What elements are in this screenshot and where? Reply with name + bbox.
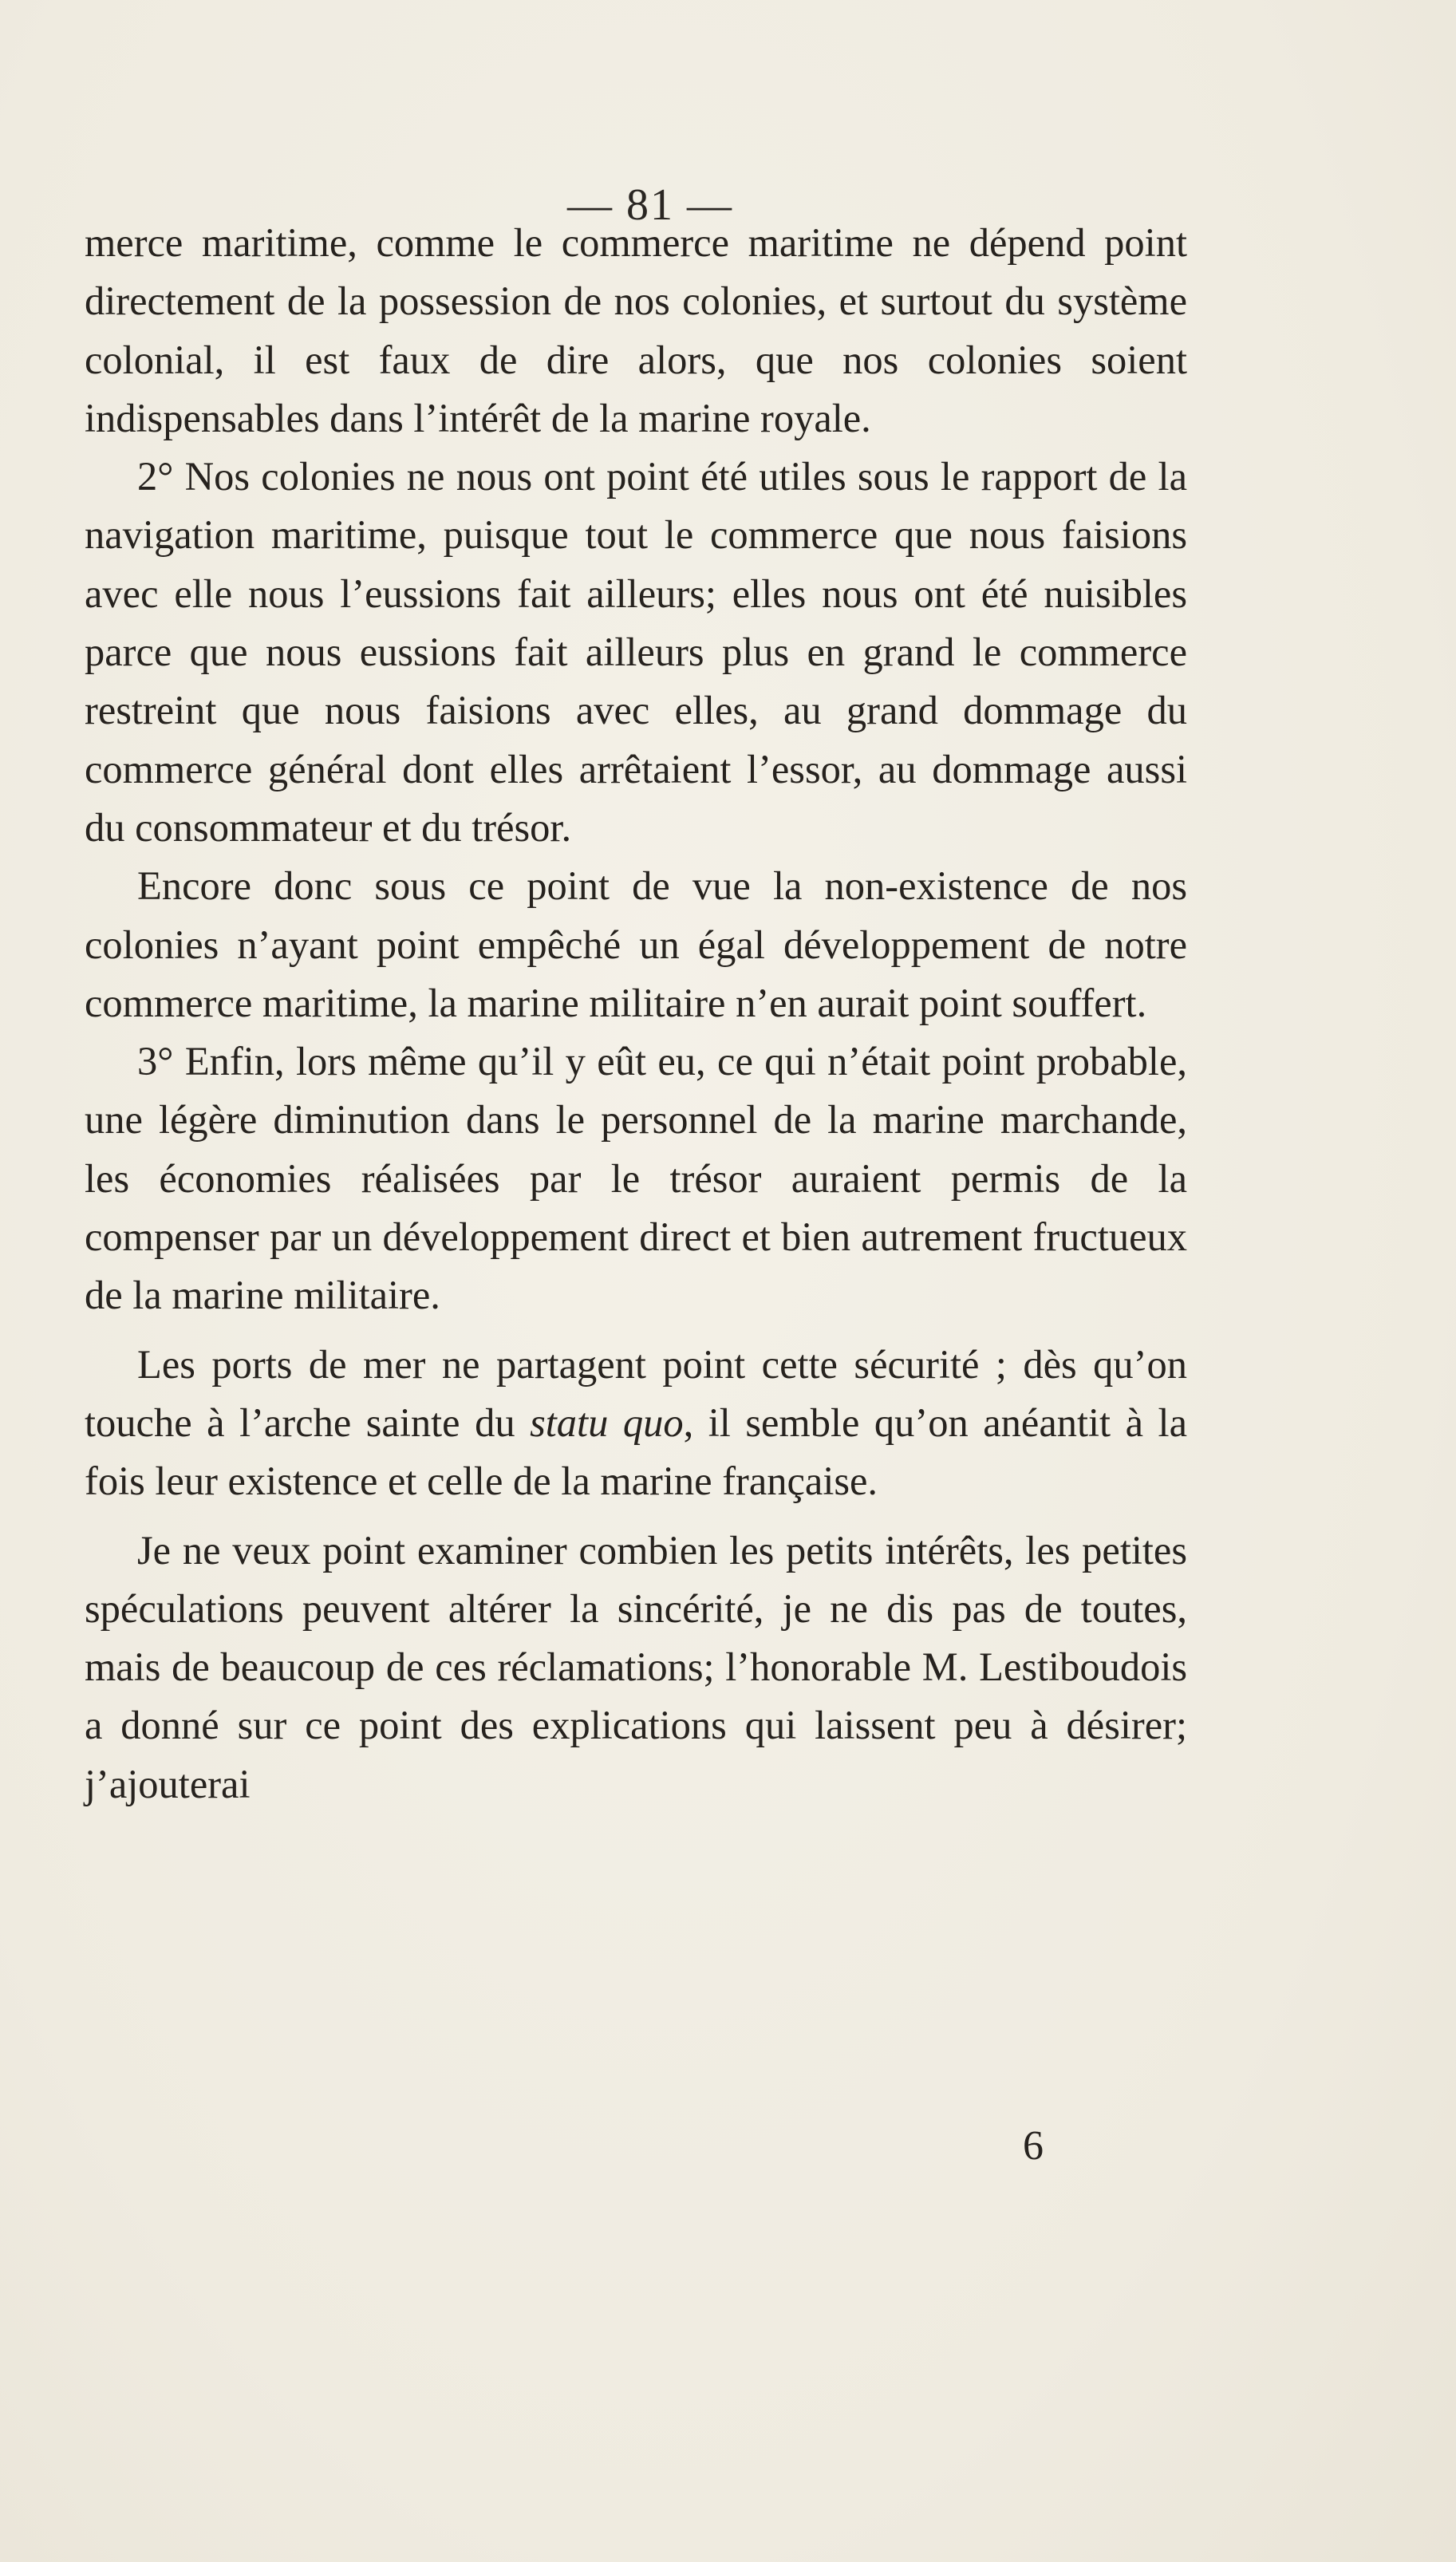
paragraph-point-2: 2° Nos colonies ne nous ont point été utiles sous le rapport de la navigation maritime, puisque tout le commerce que nous faisions avec elle nous l’eussions fait ailleurs; elles nous ont été nuisibles parce que nous eussions fait ailleurs plus en grand le commerce restreint que nous faisions avec elles, au grand dommage du commerce général dont elles arrêtaient l’essor, au dommage aussi du consommateur et du trésor. [85, 454, 1187, 850]
paragraph-ports-text-b: , il semble qu’on anéantit à la fois leur existence et celle de la marine française. [85, 1399, 1187, 1504]
paragraph-encore: Encore donc sous ce point de vue la non-existence de nos colonies n’ayant point empêché un égal développement de notre commerce maritime, la marine militaire n’en aurait point souffert. [85, 863, 1187, 1025]
statu-quo-italic: statu quo [530, 1399, 684, 1445]
paragraph-ports-text-a: Les ports de mer ne partagent point cette sécurité ; dès qu’on touche à l’arche sainte du [85, 1341, 1187, 1445]
page-number: — 81 — [567, 180, 733, 230]
paragraph-continuation: merce maritime, comme le commerce maritime ne dépend point directement de la possession de nos colonies, et surtout du système colonial, il est faux de dire alors, que nos colonies soient indispensables dans l’intérêt de la marine royale. [85, 220, 1187, 440]
body-text [85, 214, 1187, 1814]
paragraph-point-3: 3° Enfin, lors même qu’il y eût eu, ce qui n’était point probable, une légère diminution dans le personnel de la marine marchande, les économies réalisées par le trésor auraient permis de la compenser par un développement direct et bien autrement fructueux de la marine militaire. [85, 1039, 1187, 1318]
signature-mark: 6 [1023, 2123, 1044, 2169]
paragraph-petits-interets: Je ne veux point examiner combien les petits intérêts, les petites spéculations peuvent altérer la sincérité, je ne dis pas de toutes, mais de beaucoup de ces réclamations; l’honorable M. Lestiboudois a donné sur ce point des explications qui laissent peu à désirer; j’ajouterai [85, 1527, 1187, 1806]
paragraph-ports-de-mer [85, 1336, 1187, 1511]
